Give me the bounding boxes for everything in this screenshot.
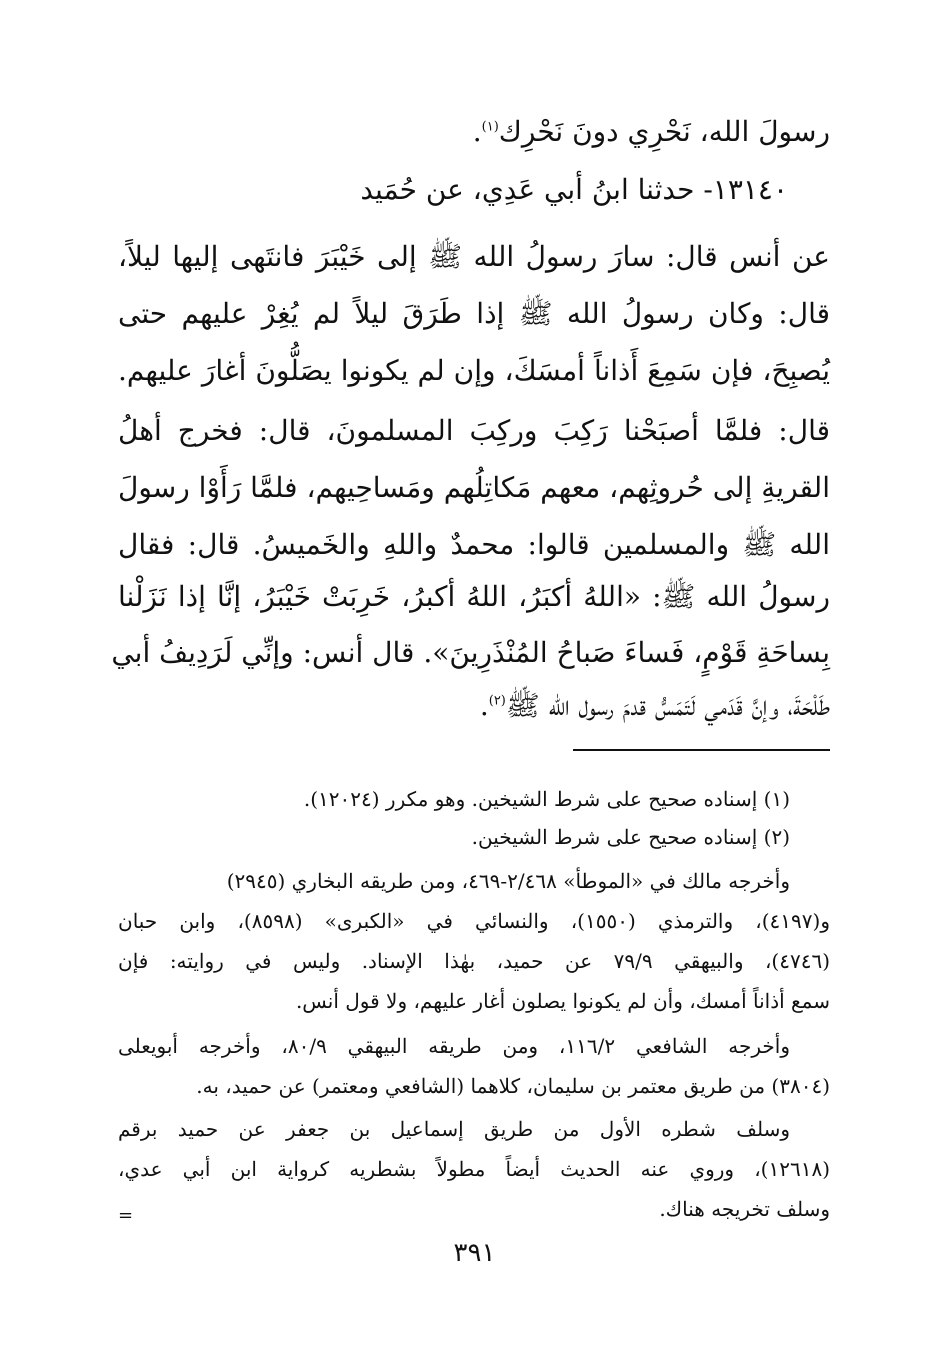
- footnote-1: (١) إسناده صحيح على شرط الشيخين. وهو مكرر (١٢٠٢٤).: [303, 787, 790, 811]
- footnote-2-p1-line-4: سمع أذاناً أمسك، وأن لم يكونوا يصلون أغار عليهم، ولا قول أنس.: [295, 989, 830, 1013]
- footnote-2-p1-line-3: (٤٧٤٦)، والبيهقي ٧٩/٩ عن حميد، بهٰذا الإسناد. وليس في روايته: فإن: [118, 949, 830, 973]
- footnote-2-p2-line-2: (٣٨٠٤) من طريق معتمر بن سليمان، كلاهما (الشافعي ومعتمر) عن حميد، به.: [196, 1074, 830, 1098]
- footnote-2-p1-line-1: وأخرجه مالك في «الموطأ» ٢/٤٦٨-٤٦٩، ومن طريقه البخاري (٢٩٤٥): [226, 869, 790, 893]
- para-1-line-1: عن أنس قال: سارَ رسولُ الله ﷺ إلى خَيْبَرَ فانتَهى إليها ليلاً،: [118, 240, 830, 273]
- footnote-2-p3-line-3: وسلف تخريجه هناك.: [659, 1197, 830, 1221]
- hadith-number-line: ١٣١٤٠- حدثنا ابنُ أبي عَدِي، عن حُمَيد: [360, 173, 788, 206]
- footnote-2: (٢) إسناده صحيح على شرط الشيخين.: [471, 825, 790, 849]
- footnote-2-p1-line-2: و(٤١٩٧)، والترمذي (١٥٥٠)، والنسائي في «الكبرى» (٨٥٩٨)، وابن حبان: [118, 909, 830, 933]
- footnote-separator: [573, 749, 830, 751]
- footnote-ref-2[interactable]: (٢): [488, 693, 506, 709]
- para-2-line-1: قال: فلمَّا أصبَحْنا رَكِبَ وركِبَ المسلمونَ، قال: فخرج أهلُ: [118, 414, 830, 447]
- para-2-line-3: الله ﷺ والمسلمين قالوا: محمدٌ واللهِ والخَميسُ. قال: فقال: [118, 528, 830, 561]
- para-2-line-5: بِساحَةِ قَوْمٍ، فَساءَ صَباحُ المُنْذَرِينَ». قال أنس: وإنِّي لَرَدِيفُ أبي: [111, 636, 830, 669]
- main-line-1-end: .: [472, 115, 482, 148]
- para-1-line-2: قال: وكان رسولُ الله ﷺ إذا طَرَقَ ليلاً لم يُغِرْ عليهم حتى: [118, 297, 830, 330]
- para-2-line-6-end: .: [479, 689, 489, 722]
- continuation-mark: =: [118, 1205, 134, 1226]
- para-2-line-6: [118, 682, 830, 730]
- footnote-2-p3-line-2: (١٢٦١٨)، وروي عنه الحديث أيضاً مطولاً بشطريه كرواية ابن أبي عدي،: [118, 1157, 830, 1181]
- footnote-2-p2-line-1: وأخرجه الشافعي ١١٦/٢، ومن طريقه البيهقي ٨٠/٩، وأخرجه أبويعلى: [118, 1034, 790, 1058]
- para-2-line-4: رسولُ الله ﷺ: «اللهُ أكبَرُ، اللهُ أكبرُ، خَرِبَتْ خَيْبَرُ، إنَّا إذا نَزَلْنا: [118, 580, 830, 613]
- main-line-1: [118, 108, 830, 156]
- footnote-ref-1[interactable]: (١): [481, 119, 499, 135]
- para-2-line-2: القريةِ إلى حُروثِهم، معهم مَكاتِلُهم ومَساحِيهم، فلمَّا رَأَوْا رسولَ: [117, 471, 830, 504]
- page-number: ٣٩١: [453, 1238, 496, 1268]
- main-line-1-text: رسولَ الله، نَحْرِي دونَ نَحْرِك: [498, 115, 830, 148]
- footnote-2-p3-line-1: وسلف شطره الأول من طريق إسماعيل بن جعفر عن حميد برقم: [118, 1117, 790, 1141]
- para-1-line-3: يُصبِحَ، فإن سَمِعَ أَذاناً أمسَكَ، وإن لم يكونوا يصَلُّونَ أغارَ عليهم.: [118, 354, 830, 387]
- para-2-line-6-text: طَلْحَةَ، وإنَّ قَدَمي لَتَمَسُّ قدمَ رسول الله ﷺ: [505, 689, 830, 722]
